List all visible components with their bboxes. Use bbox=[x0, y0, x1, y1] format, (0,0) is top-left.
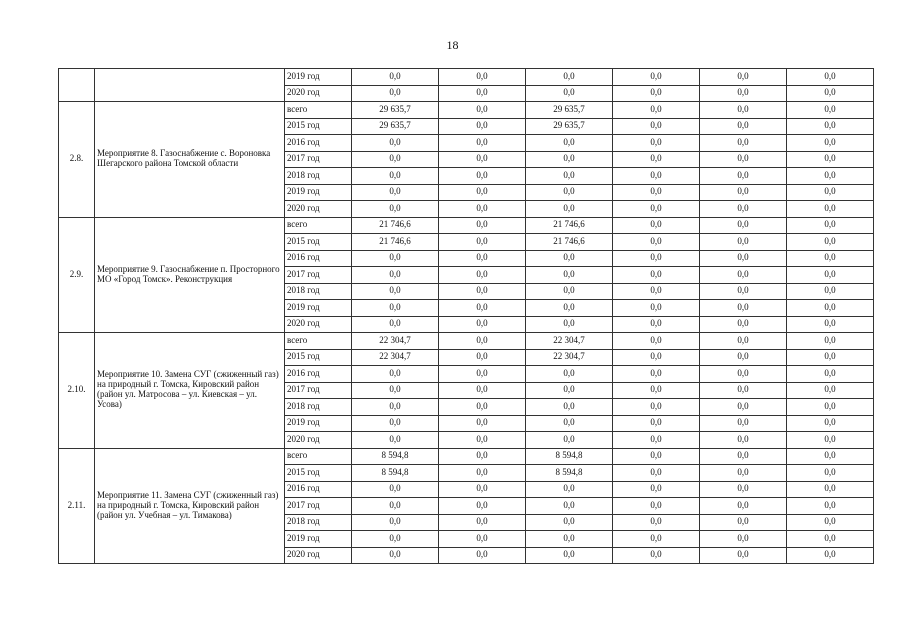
value-cell: 29 635,7 bbox=[526, 118, 613, 135]
value-cell: 0,0 bbox=[439, 481, 526, 498]
measure-number-cell: 2.9. bbox=[59, 217, 95, 333]
value-cell: 0,0 bbox=[526, 267, 613, 284]
value-cell: 0,0 bbox=[700, 531, 787, 548]
value-cell: 0,0 bbox=[439, 69, 526, 86]
value-cell: 0,0 bbox=[526, 69, 613, 86]
value-cell: 0,0 bbox=[787, 498, 874, 515]
value-cell: 0,0 bbox=[526, 168, 613, 185]
value-cell: 0,0 bbox=[439, 234, 526, 251]
year-cell: 2017 год bbox=[285, 151, 352, 168]
table-row bbox=[59, 333, 874, 350]
measure-name-cell: Мероприятие 8. Газоснабжение с. Вороновка Шегарского района Томской области bbox=[95, 102, 285, 218]
value-cell: 0,0 bbox=[613, 184, 700, 201]
value-cell: 0,0 bbox=[787, 514, 874, 531]
value-cell: 0,0 bbox=[352, 267, 439, 284]
value-cell: 0,0 bbox=[352, 300, 439, 317]
year-cell: 2016 год bbox=[285, 250, 352, 267]
value-cell: 0,0 bbox=[700, 151, 787, 168]
value-cell: 0,0 bbox=[700, 547, 787, 564]
value-cell: 0,0 bbox=[613, 514, 700, 531]
value-cell: 0,0 bbox=[787, 118, 874, 135]
value-cell: 0,0 bbox=[526, 151, 613, 168]
value-cell: 0,0 bbox=[526, 481, 613, 498]
value-cell: 0,0 bbox=[613, 217, 700, 234]
value-cell: 0,0 bbox=[787, 135, 874, 152]
value-cell: 0,0 bbox=[700, 333, 787, 350]
measure-number-cell: 2.11. bbox=[59, 448, 95, 564]
value-cell: 0,0 bbox=[526, 382, 613, 399]
value-cell: 22 304,7 bbox=[526, 349, 613, 366]
value-cell: 0,0 bbox=[439, 547, 526, 564]
value-cell: 0,0 bbox=[439, 267, 526, 284]
year-cell: 2017 год bbox=[285, 267, 352, 284]
value-cell: 0,0 bbox=[700, 448, 787, 465]
year-cell: 2018 год bbox=[285, 514, 352, 531]
value-cell: 0,0 bbox=[439, 184, 526, 201]
value-cell: 0,0 bbox=[613, 448, 700, 465]
value-cell: 0,0 bbox=[352, 432, 439, 449]
value-cell: 0,0 bbox=[787, 85, 874, 102]
value-cell: 0,0 bbox=[439, 382, 526, 399]
value-cell: 0,0 bbox=[613, 267, 700, 284]
value-cell: 0,0 bbox=[787, 267, 874, 284]
value-cell: 0,0 bbox=[526, 300, 613, 317]
value-cell: 0,0 bbox=[613, 349, 700, 366]
value-cell: 0,0 bbox=[526, 366, 613, 383]
value-cell: 0,0 bbox=[352, 399, 439, 416]
value-cell: 0,0 bbox=[700, 85, 787, 102]
value-cell: 0,0 bbox=[526, 415, 613, 432]
year-cell: 2019 год bbox=[285, 184, 352, 201]
year-cell: всего bbox=[285, 333, 352, 350]
value-cell: 0,0 bbox=[700, 399, 787, 416]
value-cell: 0,0 bbox=[613, 382, 700, 399]
value-cell: 0,0 bbox=[439, 201, 526, 218]
value-cell: 29 635,7 bbox=[352, 102, 439, 119]
value-cell: 0,0 bbox=[613, 316, 700, 333]
value-cell: 0,0 bbox=[700, 184, 787, 201]
value-cell: 0,0 bbox=[352, 283, 439, 300]
year-cell: 2020 год bbox=[285, 316, 352, 333]
value-cell: 0,0 bbox=[613, 201, 700, 218]
year-cell: 2018 год bbox=[285, 168, 352, 185]
value-cell: 0,0 bbox=[439, 349, 526, 366]
value-cell: 0,0 bbox=[526, 135, 613, 152]
value-cell: 0,0 bbox=[787, 69, 874, 86]
year-cell: 2015 год bbox=[285, 349, 352, 366]
measure-number-cell: 2.10. bbox=[59, 333, 95, 449]
value-cell: 0,0 bbox=[613, 547, 700, 564]
year-cell: 2016 год bbox=[285, 366, 352, 383]
value-cell: 0,0 bbox=[526, 201, 613, 218]
value-cell: 29 635,7 bbox=[352, 118, 439, 135]
value-cell: 0,0 bbox=[526, 498, 613, 515]
value-cell: 0,0 bbox=[613, 234, 700, 251]
measure-number-cell: 2.8. bbox=[59, 102, 95, 218]
table-row bbox=[59, 69, 874, 86]
value-cell: 0,0 bbox=[439, 531, 526, 548]
value-cell: 0,0 bbox=[439, 399, 526, 416]
value-cell: 22 304,7 bbox=[352, 333, 439, 350]
value-cell: 0,0 bbox=[787, 102, 874, 119]
value-cell: 0,0 bbox=[613, 102, 700, 119]
value-cell: 0,0 bbox=[352, 498, 439, 515]
value-cell: 0,0 bbox=[352, 151, 439, 168]
value-cell: 0,0 bbox=[439, 118, 526, 135]
value-cell: 0,0 bbox=[787, 481, 874, 498]
value-cell: 0,0 bbox=[787, 415, 874, 432]
value-cell: 0,0 bbox=[439, 432, 526, 449]
value-cell: 0,0 bbox=[787, 399, 874, 416]
value-cell: 0,0 bbox=[787, 184, 874, 201]
value-cell: 0,0 bbox=[352, 514, 439, 531]
value-cell: 0,0 bbox=[700, 283, 787, 300]
value-cell: 8 594,8 bbox=[352, 448, 439, 465]
value-cell: 0,0 bbox=[439, 250, 526, 267]
value-cell: 0,0 bbox=[787, 333, 874, 350]
value-cell: 0,0 bbox=[352, 382, 439, 399]
value-cell: 21 746,6 bbox=[526, 217, 613, 234]
value-cell: 0,0 bbox=[700, 234, 787, 251]
value-cell: 0,0 bbox=[700, 300, 787, 317]
value-cell: 0,0 bbox=[700, 481, 787, 498]
value-cell: 0,0 bbox=[700, 201, 787, 218]
value-cell: 0,0 bbox=[352, 316, 439, 333]
value-cell: 8 594,8 bbox=[526, 465, 613, 482]
value-cell: 0,0 bbox=[526, 547, 613, 564]
value-cell: 0,0 bbox=[700, 168, 787, 185]
table-body bbox=[59, 69, 874, 564]
year-cell: всего bbox=[285, 102, 352, 119]
value-cell: 0,0 bbox=[352, 168, 439, 185]
value-cell: 0,0 bbox=[439, 415, 526, 432]
value-cell: 0,0 bbox=[439, 366, 526, 383]
value-cell: 0,0 bbox=[526, 283, 613, 300]
value-cell: 0,0 bbox=[526, 316, 613, 333]
value-cell: 0,0 bbox=[700, 217, 787, 234]
value-cell: 21 746,6 bbox=[352, 217, 439, 234]
year-cell: всего bbox=[285, 217, 352, 234]
value-cell: 0,0 bbox=[613, 333, 700, 350]
year-cell: 2016 год bbox=[285, 481, 352, 498]
value-cell: 0,0 bbox=[787, 382, 874, 399]
value-cell: 0,0 bbox=[439, 85, 526, 102]
value-cell: 0,0 bbox=[787, 234, 874, 251]
value-cell: 0,0 bbox=[787, 349, 874, 366]
value-cell: 0,0 bbox=[439, 514, 526, 531]
value-cell: 0,0 bbox=[613, 498, 700, 515]
value-cell: 0,0 bbox=[352, 547, 439, 564]
value-cell: 0,0 bbox=[526, 85, 613, 102]
value-cell: 0,0 bbox=[787, 250, 874, 267]
value-cell: 0,0 bbox=[787, 168, 874, 185]
value-cell: 0,0 bbox=[352, 531, 439, 548]
value-cell: 0,0 bbox=[700, 465, 787, 482]
value-cell: 0,0 bbox=[700, 135, 787, 152]
year-cell: 2020 год bbox=[285, 201, 352, 218]
value-cell: 0,0 bbox=[439, 217, 526, 234]
value-cell: 0,0 bbox=[613, 481, 700, 498]
value-cell: 0,0 bbox=[439, 300, 526, 317]
value-cell: 0,0 bbox=[700, 415, 787, 432]
page-number: 18 bbox=[446, 38, 459, 52]
value-cell: 0,0 bbox=[439, 283, 526, 300]
table-row bbox=[59, 217, 874, 234]
value-cell: 0,0 bbox=[613, 85, 700, 102]
value-cell: 0,0 bbox=[352, 85, 439, 102]
value-cell: 0,0 bbox=[352, 184, 439, 201]
year-cell: 2017 год bbox=[285, 498, 352, 515]
year-cell: 2015 год bbox=[285, 234, 352, 251]
value-cell: 0,0 bbox=[352, 69, 439, 86]
value-cell: 0,0 bbox=[613, 168, 700, 185]
year-cell: 2017 год bbox=[285, 382, 352, 399]
value-cell: 0,0 bbox=[526, 250, 613, 267]
value-cell: 0,0 bbox=[439, 465, 526, 482]
value-cell: 0,0 bbox=[526, 514, 613, 531]
value-cell: 21 746,6 bbox=[526, 234, 613, 251]
value-cell: 0,0 bbox=[613, 135, 700, 152]
year-cell: 2020 год bbox=[285, 547, 352, 564]
value-cell: 0,0 bbox=[613, 531, 700, 548]
value-cell: 0,0 bbox=[787, 448, 874, 465]
year-cell: 2015 год bbox=[285, 118, 352, 135]
value-cell: 0,0 bbox=[787, 201, 874, 218]
table-row bbox=[59, 448, 874, 465]
value-cell: 0,0 bbox=[526, 184, 613, 201]
year-cell: 2019 год bbox=[285, 69, 352, 86]
year-cell: 2020 год bbox=[285, 85, 352, 102]
value-cell: 0,0 bbox=[439, 168, 526, 185]
year-cell: 2019 год bbox=[285, 531, 352, 548]
value-cell: 0,0 bbox=[352, 250, 439, 267]
value-cell: 0,0 bbox=[526, 531, 613, 548]
value-cell: 0,0 bbox=[613, 300, 700, 317]
measure-name-cell: Мероприятие 10. Замена СУГ (сжиженный газ) на природный г. Томска, Кировский район (район ул. Матросова – ул. Киевская – ул. Усова) bbox=[95, 333, 285, 449]
value-cell: 0,0 bbox=[352, 201, 439, 218]
value-cell: 22 304,7 bbox=[352, 349, 439, 366]
value-cell: 0,0 bbox=[787, 547, 874, 564]
value-cell: 0,0 bbox=[526, 432, 613, 449]
value-cell: 0,0 bbox=[787, 151, 874, 168]
table-row bbox=[59, 102, 874, 119]
budget-table bbox=[58, 68, 874, 564]
value-cell: 0,0 bbox=[439, 102, 526, 119]
year-cell: 2015 год bbox=[285, 465, 352, 482]
year-cell: всего bbox=[285, 448, 352, 465]
value-cell: 0,0 bbox=[787, 531, 874, 548]
value-cell: 0,0 bbox=[352, 366, 439, 383]
value-cell: 0,0 bbox=[613, 283, 700, 300]
value-cell: 0,0 bbox=[787, 465, 874, 482]
value-cell: 0,0 bbox=[613, 366, 700, 383]
value-cell: 0,0 bbox=[439, 498, 526, 515]
value-cell: 0,0 bbox=[787, 366, 874, 383]
value-cell: 0,0 bbox=[439, 333, 526, 350]
measure-name-cell: Мероприятие 9. Газоснабжение п. Просторного МО «Город Томск». Реконструкция bbox=[95, 217, 285, 333]
value-cell: 0,0 bbox=[700, 498, 787, 515]
value-cell: 0,0 bbox=[787, 217, 874, 234]
value-cell: 0,0 bbox=[352, 135, 439, 152]
value-cell: 0,0 bbox=[700, 366, 787, 383]
value-cell: 0,0 bbox=[700, 382, 787, 399]
value-cell: 0,0 bbox=[787, 316, 874, 333]
value-cell: 0,0 bbox=[700, 316, 787, 333]
value-cell: 0,0 bbox=[352, 481, 439, 498]
measure-number-cell bbox=[59, 69, 95, 102]
value-cell: 0,0 bbox=[700, 250, 787, 267]
value-cell: 0,0 bbox=[700, 349, 787, 366]
value-cell: 0,0 bbox=[700, 432, 787, 449]
year-cell: 2019 год bbox=[285, 300, 352, 317]
value-cell: 0,0 bbox=[613, 432, 700, 449]
year-cell: 2020 год bbox=[285, 432, 352, 449]
year-cell: 2016 год bbox=[285, 135, 352, 152]
value-cell: 0,0 bbox=[700, 102, 787, 119]
value-cell: 21 746,6 bbox=[352, 234, 439, 251]
measure-name-cell bbox=[95, 69, 285, 102]
value-cell: 0,0 bbox=[613, 250, 700, 267]
value-cell: 0,0 bbox=[439, 135, 526, 152]
value-cell: 0,0 bbox=[613, 465, 700, 482]
value-cell: 8 594,8 bbox=[352, 465, 439, 482]
value-cell: 0,0 bbox=[613, 69, 700, 86]
value-cell: 0,0 bbox=[613, 118, 700, 135]
value-cell: 0,0 bbox=[787, 300, 874, 317]
value-cell: 0,0 bbox=[439, 448, 526, 465]
value-cell: 0,0 bbox=[526, 399, 613, 416]
value-cell: 0,0 bbox=[700, 118, 787, 135]
value-cell: 0,0 bbox=[700, 267, 787, 284]
value-cell: 0,0 bbox=[787, 432, 874, 449]
value-cell: 0,0 bbox=[352, 415, 439, 432]
value-cell: 0,0 bbox=[439, 316, 526, 333]
year-cell: 2018 год bbox=[285, 283, 352, 300]
value-cell: 8 594,8 bbox=[526, 448, 613, 465]
value-cell: 22 304,7 bbox=[526, 333, 613, 350]
value-cell: 0,0 bbox=[613, 399, 700, 416]
measure-name-cell: Мероприятие 11. Замена СУГ (сжиженный газ) на природный г. Томска, Кировский район (район ул. Учебная – ул. Тимакова) bbox=[95, 448, 285, 564]
value-cell: 0,0 bbox=[613, 415, 700, 432]
value-cell: 0,0 bbox=[613, 151, 700, 168]
value-cell: 29 635,7 bbox=[526, 102, 613, 119]
value-cell: 0,0 bbox=[700, 514, 787, 531]
value-cell: 0,0 bbox=[439, 151, 526, 168]
year-cell: 2019 год bbox=[285, 415, 352, 432]
value-cell: 0,0 bbox=[700, 69, 787, 86]
year-cell: 2018 год bbox=[285, 399, 352, 416]
value-cell: 0,0 bbox=[787, 283, 874, 300]
